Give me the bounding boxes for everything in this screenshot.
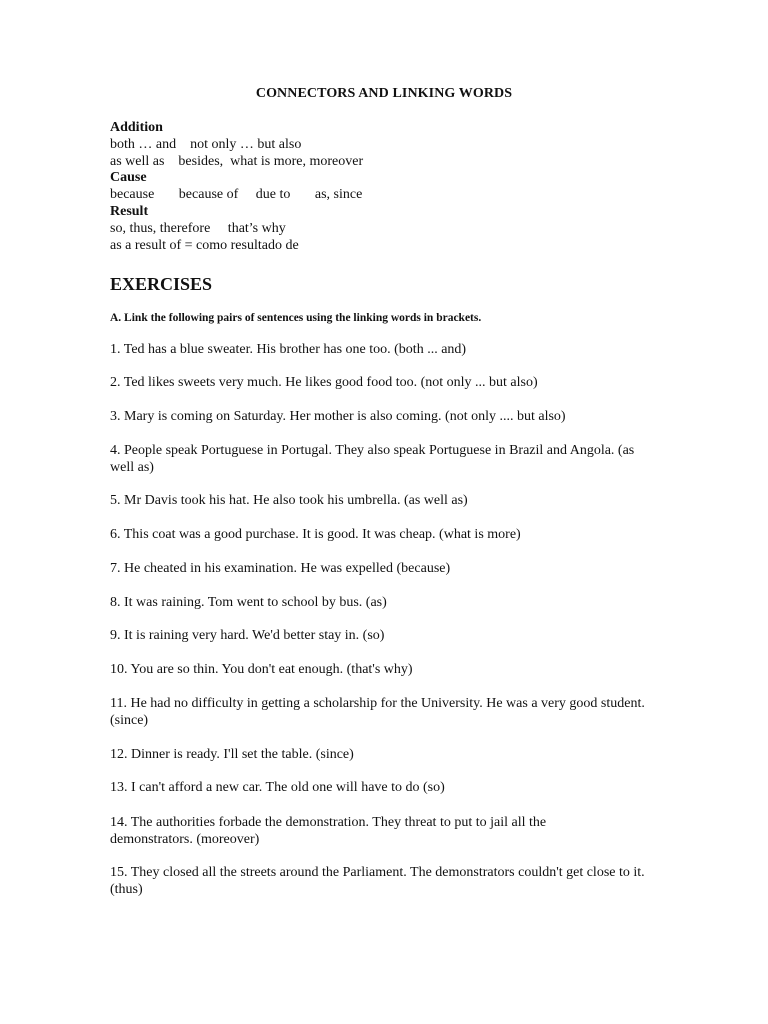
exercise-item: 4. People speak Portuguese in Portugal. They also speak Portuguese in Brazil and Angola. (as well as) [110,443,635,475]
cause-row: because because of due to as, since [110,187,363,203]
exercise-item: 14. The authorities forbade the demonstration. They threat to put to jail all the demonstrators. (moreover) [110,815,547,847]
category-heading-result: Result [110,203,149,219]
exercise-item: 9. It is raining very hard. We'd better stay in. (so) [110,628,385,643]
exercise-item: 13. I can't afford a new car. The old one will have to do (so) [110,780,445,795]
document-title: CONNECTORS AND LINKING WORDS [255,86,513,101]
result-row: so, thus, therefore that’s why [110,220,286,236]
exercise-item: 12. Dinner is ready. I'll set the table. (since) [110,747,354,762]
exercise-item: 8. It was raining. Tom went to school by bus. (as) [110,595,387,610]
exercise-item: 3. Mary is coming on Saturday. Her mother is also coming. (not only .... but also) [110,409,566,424]
exercise-item: 2. Ted likes sweets very much. He likes good food too. (not only ... but also) [110,375,538,390]
exercise-item: 10. You are so thin. You don't eat enough. (that's why) [110,662,413,677]
exercise-item: 6. This coat was a good purchase. It is good. It was cheap. (what is more) [110,527,521,542]
exercise-instruction: A. Link the following pairs of sentences using the linking words in brackets. [110,312,482,324]
exercise-item: 1. Ted has a blue sweater. His brother has one too. (both ... and) [110,342,467,357]
exercise-item: 11. He had no difficulty in getting a scholarship for the University. He was a very good student. (since) [110,696,645,728]
result-row: as a result of = como resultado de [110,237,299,253]
exercises-heading: EXERCISES [110,274,213,294]
exercise-item: 15. They closed all the streets around the Parliament. The demonstrators couldn't get close to it. (thus) [110,865,645,897]
exercise-item: 5. Mr Davis took his hat. He also took his umbrella. (as well as) [110,493,468,508]
addition-row: both … and not only … but also [110,136,302,152]
category-heading-addition: Addition [110,120,163,135]
category-heading-cause: Cause [110,170,147,186]
addition-row: as well as besides, what is more, moreover [110,153,364,169]
exercise-item: 7. He cheated in his examination. He was expelled (because) [110,561,451,576]
connectors-list [110,120,363,254]
